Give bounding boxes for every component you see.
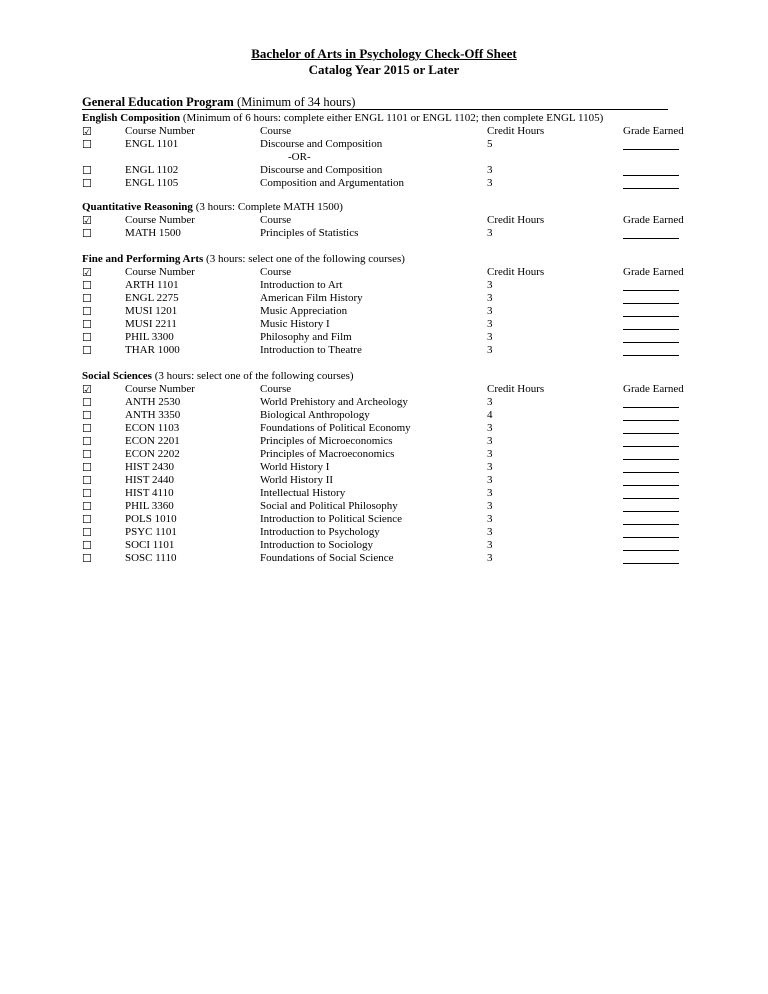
col-grade-earned: Grade Earned <box>623 125 684 137</box>
course-title: World History II <box>260 474 334 486</box>
course-row <box>82 318 702 331</box>
course-number: ENGL 1105 <box>125 177 179 189</box>
course-title: Intellectual History <box>260 487 346 499</box>
col-credit-hours: Credit Hours <box>487 125 545 137</box>
course-number: ENGL 1101 <box>125 138 179 150</box>
checkbox[interactable]: ☐ <box>82 500 92 513</box>
checkbox[interactable]: ☐ <box>82 138 92 151</box>
course-number: ANTH 3350 <box>125 409 181 421</box>
grade-field[interactable] <box>623 149 679 150</box>
course-number: THAR 1000 <box>125 344 180 356</box>
course-row <box>82 138 702 151</box>
checked-box-icon: ☑ <box>82 266 92 279</box>
course-title: Composition and Argumentation <box>260 177 405 189</box>
course-row <box>82 292 702 305</box>
checkbox[interactable]: ☐ <box>82 539 92 552</box>
grade-field[interactable] <box>623 238 679 239</box>
course-number: SOCI 1101 <box>125 539 175 551</box>
checked-box-icon: ☑ <box>82 383 92 396</box>
course-row <box>82 331 702 344</box>
course-row <box>82 164 702 177</box>
course-title: American Film History <box>260 292 363 304</box>
credit-hours: 3 <box>487 487 493 499</box>
column-header-row <box>82 214 702 227</box>
course-title: Biological Anthropology <box>260 409 370 421</box>
course-title: Introduction to Art <box>260 279 343 291</box>
course-title: World History I <box>260 461 330 473</box>
course-row <box>82 500 702 513</box>
course-row <box>82 279 702 292</box>
credit-hours: 5 <box>487 138 493 150</box>
course-number: HIST 4110 <box>125 487 174 499</box>
grade-field[interactable] <box>623 290 679 291</box>
course-title: Principles of Macroeconomics <box>260 448 395 460</box>
course-row <box>82 474 702 487</box>
credit-hours: 3 <box>487 539 493 551</box>
grade-field[interactable] <box>623 511 679 512</box>
credit-hours: 3 <box>487 513 493 525</box>
section-name: English Composition <box>82 112 181 124</box>
credit-hours: 3 <box>487 305 493 317</box>
course-number: ARTH 1101 <box>125 279 179 291</box>
col-grade-earned: Grade Earned <box>623 214 684 226</box>
checkbox[interactable]: ☐ <box>82 331 92 344</box>
checked-box-icon: ☑ <box>82 214 92 227</box>
course-title: Introduction to Theatre <box>260 344 362 356</box>
course-title: World Prehistory and Archeology <box>260 396 408 408</box>
course-title: Introduction to Political Science <box>260 513 403 525</box>
credit-hours: 3 <box>487 318 493 330</box>
checked-box-icon: ☑ <box>82 125 92 138</box>
grade-field[interactable] <box>623 433 679 434</box>
checkbox[interactable]: ☐ <box>82 448 92 461</box>
course-number: ECON 1103 <box>125 422 180 434</box>
section-heading <box>82 112 702 125</box>
course-number: HIST 2430 <box>125 461 174 473</box>
credit-hours: 3 <box>487 461 493 473</box>
program-name: General Education Program <box>82 95 234 109</box>
col-course-number: Course Number <box>125 383 195 395</box>
course-number: ANTH 2530 <box>125 396 181 408</box>
col-course-number: Course Number <box>125 214 195 226</box>
credit-hours: 3 <box>487 177 493 189</box>
credit-hours: 3 <box>487 344 493 356</box>
course-title: Principles of Statistics <box>260 227 359 239</box>
credit-hours: 3 <box>487 331 493 343</box>
section-heading <box>82 253 702 266</box>
checkbox[interactable]: ☐ <box>82 292 92 305</box>
credit-hours: 3 <box>487 227 493 239</box>
column-header-row <box>82 125 702 138</box>
course-title: Foundations of Social Science <box>260 552 394 564</box>
col-course: Course <box>260 266 292 278</box>
col-course-number: Course Number <box>125 125 195 137</box>
course-number: SOSC 1110 <box>125 552 177 564</box>
credit-hours: 4 <box>487 409 493 421</box>
program-heading <box>82 95 668 110</box>
col-course: Course <box>260 214 292 226</box>
course-number: PSYC 1101 <box>125 526 177 538</box>
course-title: Introduction to Psychology <box>260 526 380 538</box>
grade-field[interactable] <box>623 355 679 356</box>
section-note: (3 hours: select one of the following courses) <box>151 370 354 382</box>
credit-hours: 3 <box>487 500 493 512</box>
grade-field[interactable] <box>623 472 679 473</box>
grade-field[interactable] <box>623 446 679 447</box>
grade-field[interactable] <box>623 563 679 564</box>
col-credit-hours: Credit Hours <box>487 266 545 278</box>
col-course-number: Course Number <box>125 266 195 278</box>
section-heading <box>82 370 702 383</box>
col-course: Course <box>260 383 292 395</box>
section-fine-performing-arts <box>82 253 702 357</box>
course-row <box>82 305 702 318</box>
credit-hours: 3 <box>487 279 493 291</box>
course-row <box>82 344 702 357</box>
course-title: Discourse and Composition <box>260 164 383 176</box>
credit-hours: 3 <box>487 396 493 408</box>
course-row <box>82 396 702 409</box>
checkbox[interactable]: ☐ <box>82 164 92 177</box>
course-number: MATH 1500 <box>125 227 181 239</box>
checkbox[interactable]: ☐ <box>82 474 92 487</box>
section-name: Social Sciences <box>82 370 152 382</box>
course-row <box>82 422 702 435</box>
course-title: Music History I <box>260 318 330 330</box>
grade-field[interactable] <box>623 407 679 408</box>
credit-hours: 3 <box>487 164 493 176</box>
col-credit-hours: Credit Hours <box>487 214 545 226</box>
course-number: ECON 2202 <box>125 448 180 460</box>
checkbox[interactable]: ☐ <box>82 318 92 331</box>
col-grade-earned: Grade Earned <box>623 383 684 395</box>
course-title: Introduction to Sociology <box>260 539 374 551</box>
or-row <box>82 151 702 164</box>
grade-field[interactable] <box>623 550 679 551</box>
course-title: Music Appreciation <box>260 305 348 317</box>
grade-field[interactable] <box>623 459 679 460</box>
grade-field[interactable] <box>623 188 679 189</box>
checkbox[interactable]: ☐ <box>82 227 92 240</box>
checkbox[interactable]: ☐ <box>82 305 92 318</box>
program-note: (Minimum of 34 hours) <box>233 95 356 109</box>
course-number: MUSI 2211 <box>125 318 177 330</box>
credit-hours: 3 <box>487 448 493 460</box>
checkbox[interactable]: ☐ <box>82 177 92 190</box>
col-grade-earned: Grade Earned <box>623 266 684 278</box>
grade-field[interactable] <box>623 420 679 421</box>
col-credit-hours: Credit Hours <box>487 383 545 395</box>
column-header-row <box>82 266 702 279</box>
course-title: Principles of Microeconomics <box>260 435 393 447</box>
course-row <box>82 539 702 552</box>
course-row <box>82 526 702 539</box>
section-quantitative-reasoning <box>82 201 702 240</box>
or-separator: -OR- <box>288 151 311 163</box>
credit-hours: 3 <box>487 435 493 447</box>
grade-field[interactable] <box>623 537 679 538</box>
section-english-composition <box>82 112 702 190</box>
grade-field[interactable] <box>623 175 679 176</box>
course-row <box>82 448 702 461</box>
checkbox[interactable]: ☐ <box>82 513 92 526</box>
checkbox[interactable]: ☐ <box>82 461 92 474</box>
grade-field[interactable] <box>623 524 679 525</box>
grade-field[interactable] <box>623 303 679 304</box>
document-title: Bachelor of Arts in Psychology Check-Off Sheet <box>251 46 517 61</box>
section-name: Fine and Performing Arts <box>82 253 204 265</box>
column-header-row <box>82 383 702 396</box>
course-row <box>82 487 702 500</box>
course-number: ENGL 2275 <box>125 292 179 304</box>
course-number: ENGL 1102 <box>125 164 179 176</box>
section-note: (3 hours: select one of the following courses) <box>203 253 405 265</box>
course-title: Philosophy and Film <box>260 331 352 343</box>
section-note: (3 hours: Complete MATH 1500) <box>192 201 343 213</box>
section-social-sciences <box>82 370 702 565</box>
course-row <box>82 461 702 474</box>
checkbox[interactable]: ☐ <box>82 526 92 539</box>
checkbox[interactable]: ☐ <box>82 435 92 448</box>
course-number: PHIL 3360 <box>125 500 174 512</box>
section-note: (Minimum of 6 hours: complete either ENGL 1101 or ENGL 1102; then complete ENGL 1105) <box>180 112 604 124</box>
checkbox[interactable]: ☐ <box>82 396 92 409</box>
course-number: MUSI 1201 <box>125 305 178 317</box>
checkbox[interactable]: ☐ <box>82 344 92 357</box>
checkbox[interactable]: ☐ <box>82 487 92 500</box>
course-row <box>82 513 702 526</box>
credit-hours: 3 <box>487 422 493 434</box>
course-row <box>82 435 702 448</box>
col-course: Course <box>260 125 292 137</box>
grade-field[interactable] <box>623 485 679 486</box>
section-heading <box>82 201 702 214</box>
course-number: ECON 2201 <box>125 435 180 447</box>
grade-field[interactable] <box>623 342 679 343</box>
course-row <box>82 177 702 190</box>
grade-field[interactable] <box>623 498 679 499</box>
checkbox[interactable]: ☐ <box>82 279 92 292</box>
section-name: Quantitative Reasoning <box>82 201 193 213</box>
credit-hours: 3 <box>487 552 493 564</box>
course-row <box>82 552 702 565</box>
checkbox[interactable]: ☐ <box>82 409 92 422</box>
course-number: HIST 2440 <box>125 474 174 486</box>
credit-hours: 3 <box>487 292 493 304</box>
catalog-year: Catalog Year 2015 or Later <box>308 62 460 77</box>
course-number: POLS 1010 <box>125 513 177 525</box>
credit-hours: 3 <box>487 474 493 486</box>
checkbox[interactable]: ☐ <box>82 422 92 435</box>
course-title: Social and Political Philosophy <box>260 500 398 512</box>
course-title: Discourse and Composition <box>260 138 383 150</box>
credit-hours: 3 <box>487 526 493 538</box>
course-number: PHIL 3300 <box>125 331 174 343</box>
grade-field[interactable] <box>623 316 679 317</box>
grade-field[interactable] <box>623 329 679 330</box>
course-row <box>82 227 702 240</box>
checkbox[interactable]: ☐ <box>82 552 92 565</box>
course-row <box>82 409 702 422</box>
course-title: Foundations of Political Economy <box>260 422 411 434</box>
